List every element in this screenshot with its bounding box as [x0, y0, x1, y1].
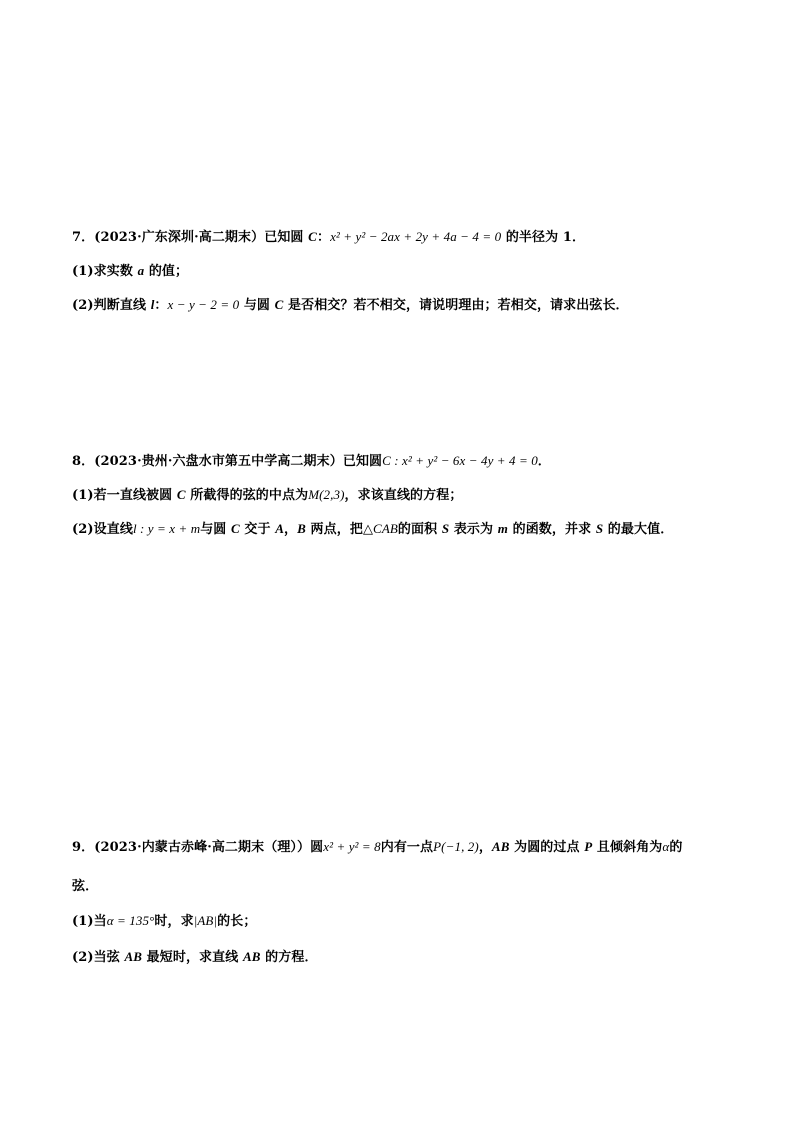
punctuation: ： [154, 298, 168, 313]
part-text: 与圆 [239, 298, 275, 313]
variable: B [297, 521, 306, 536]
variable: m [497, 521, 508, 536]
part-text: 的面积 [397, 522, 442, 537]
part-text: ，求该直线的方程； [344, 488, 463, 503]
part-text: 求实数 [93, 264, 138, 279]
variable: AB [124, 949, 143, 964]
part-label: (2) [72, 950, 94, 965]
variable: S [441, 521, 450, 536]
problem-text: 的半径为 1． [501, 230, 586, 245]
variable: C [176, 487, 186, 502]
problem-text: 为圆的过点 [509, 840, 585, 855]
point: P(−1, 2) [433, 839, 479, 854]
problem-number: 8． [72, 454, 95, 469]
variable: A [275, 521, 285, 536]
absolute-value: |AB| [193, 913, 218, 928]
variable: a [137, 263, 145, 278]
punctuation: ， [284, 522, 298, 537]
part-label: (1) [72, 264, 94, 279]
circle-equation: x² + y² − 2ax + 2y + 4a − 4 = 0 [330, 229, 502, 244]
problem-number: 9． [72, 840, 95, 855]
punctuation: ： [316, 230, 331, 245]
part-text: 当弦 [93, 950, 125, 965]
problem-text: 弦． [72, 879, 99, 894]
part-text: 表示为 [449, 522, 498, 537]
part-label: (2) [72, 298, 94, 313]
part-label: (2) [72, 522, 94, 537]
part-text: 交于 [239, 522, 276, 537]
variable: S [595, 521, 604, 536]
circle-equation: x² + y² = 8 [323, 839, 381, 854]
triangle: △CAB [362, 521, 398, 536]
part-label: (1) [72, 914, 94, 929]
problem-text: 已知圆 [264, 230, 309, 245]
part-text: 最短时，求直线 [142, 950, 243, 965]
problem-number: 7． [72, 230, 95, 245]
line-equation: l : y = x + m [132, 521, 201, 536]
problem-text: ， [478, 840, 492, 855]
variable: AB [242, 949, 261, 964]
midpoint: M(2,3) [308, 487, 345, 502]
part-text: 的最大值． [603, 522, 674, 537]
variable: C [231, 521, 240, 536]
part-text: 判断直线 [93, 298, 151, 313]
problem-9-statement [72, 838, 682, 857]
variable: l [150, 297, 155, 312]
circle-equation: C : x² + y² − 6x − 4y + 4 = 0 [382, 453, 538, 468]
part-text: 的长； [217, 914, 257, 929]
part-text: 若一直线被圆 [93, 488, 177, 503]
problem-text: ． [537, 454, 551, 469]
part-text: 的值； [144, 264, 189, 279]
problem-source: (2023·广东深圳·高二期末） [94, 230, 265, 245]
problem-text: 内有一点 [380, 840, 434, 855]
problem-9-part-2 [72, 948, 318, 967]
problem-8-part-2 [72, 520, 673, 539]
problem-7-statement [72, 228, 585, 247]
problem-9-part-1 [72, 912, 256, 931]
problem-text: 且倾斜角为 [592, 840, 663, 855]
part-text: 与圆 [200, 522, 232, 537]
part-text: 的方程． [260, 950, 318, 965]
problem-8-statement [72, 452, 551, 471]
problem-7-part-1 [72, 262, 188, 281]
variable: C [308, 229, 317, 244]
problem-7-part-2 [72, 296, 629, 315]
part-text: 是否相交？若不相交，请说明理由；若相交，请求出弦长． [283, 298, 629, 313]
part-text: 设直线 [93, 522, 133, 537]
part-text: 的函数，并求 [507, 522, 596, 537]
variable: C [274, 297, 284, 312]
problem-8-part-1 [72, 486, 462, 505]
problem-text: 的 [669, 840, 683, 855]
variable: P [584, 839, 593, 854]
problem-source: (2023·内蒙古赤峰·高二期末（理）） [94, 840, 311, 855]
part-label: (1) [72, 488, 94, 503]
part-text: 时，求 [154, 914, 194, 929]
variable: AB [491, 839, 510, 854]
problem-9-continuation [72, 878, 98, 896]
line-equation: x − y − 2 = 0 [167, 297, 240, 312]
problem-source: (2023·贵州·六盘水市第五中学高二期末） [94, 454, 343, 469]
part-text: 当 [93, 914, 107, 929]
angle-condition: α = 135° [106, 913, 155, 928]
part-text: 两点，把 [305, 522, 363, 537]
problem-text: 已知圆 [342, 454, 383, 469]
part-text: 所截得的弦的中点为 [185, 488, 309, 503]
problem-text: 圆 [310, 840, 324, 855]
angle-symbol: α [662, 839, 670, 854]
